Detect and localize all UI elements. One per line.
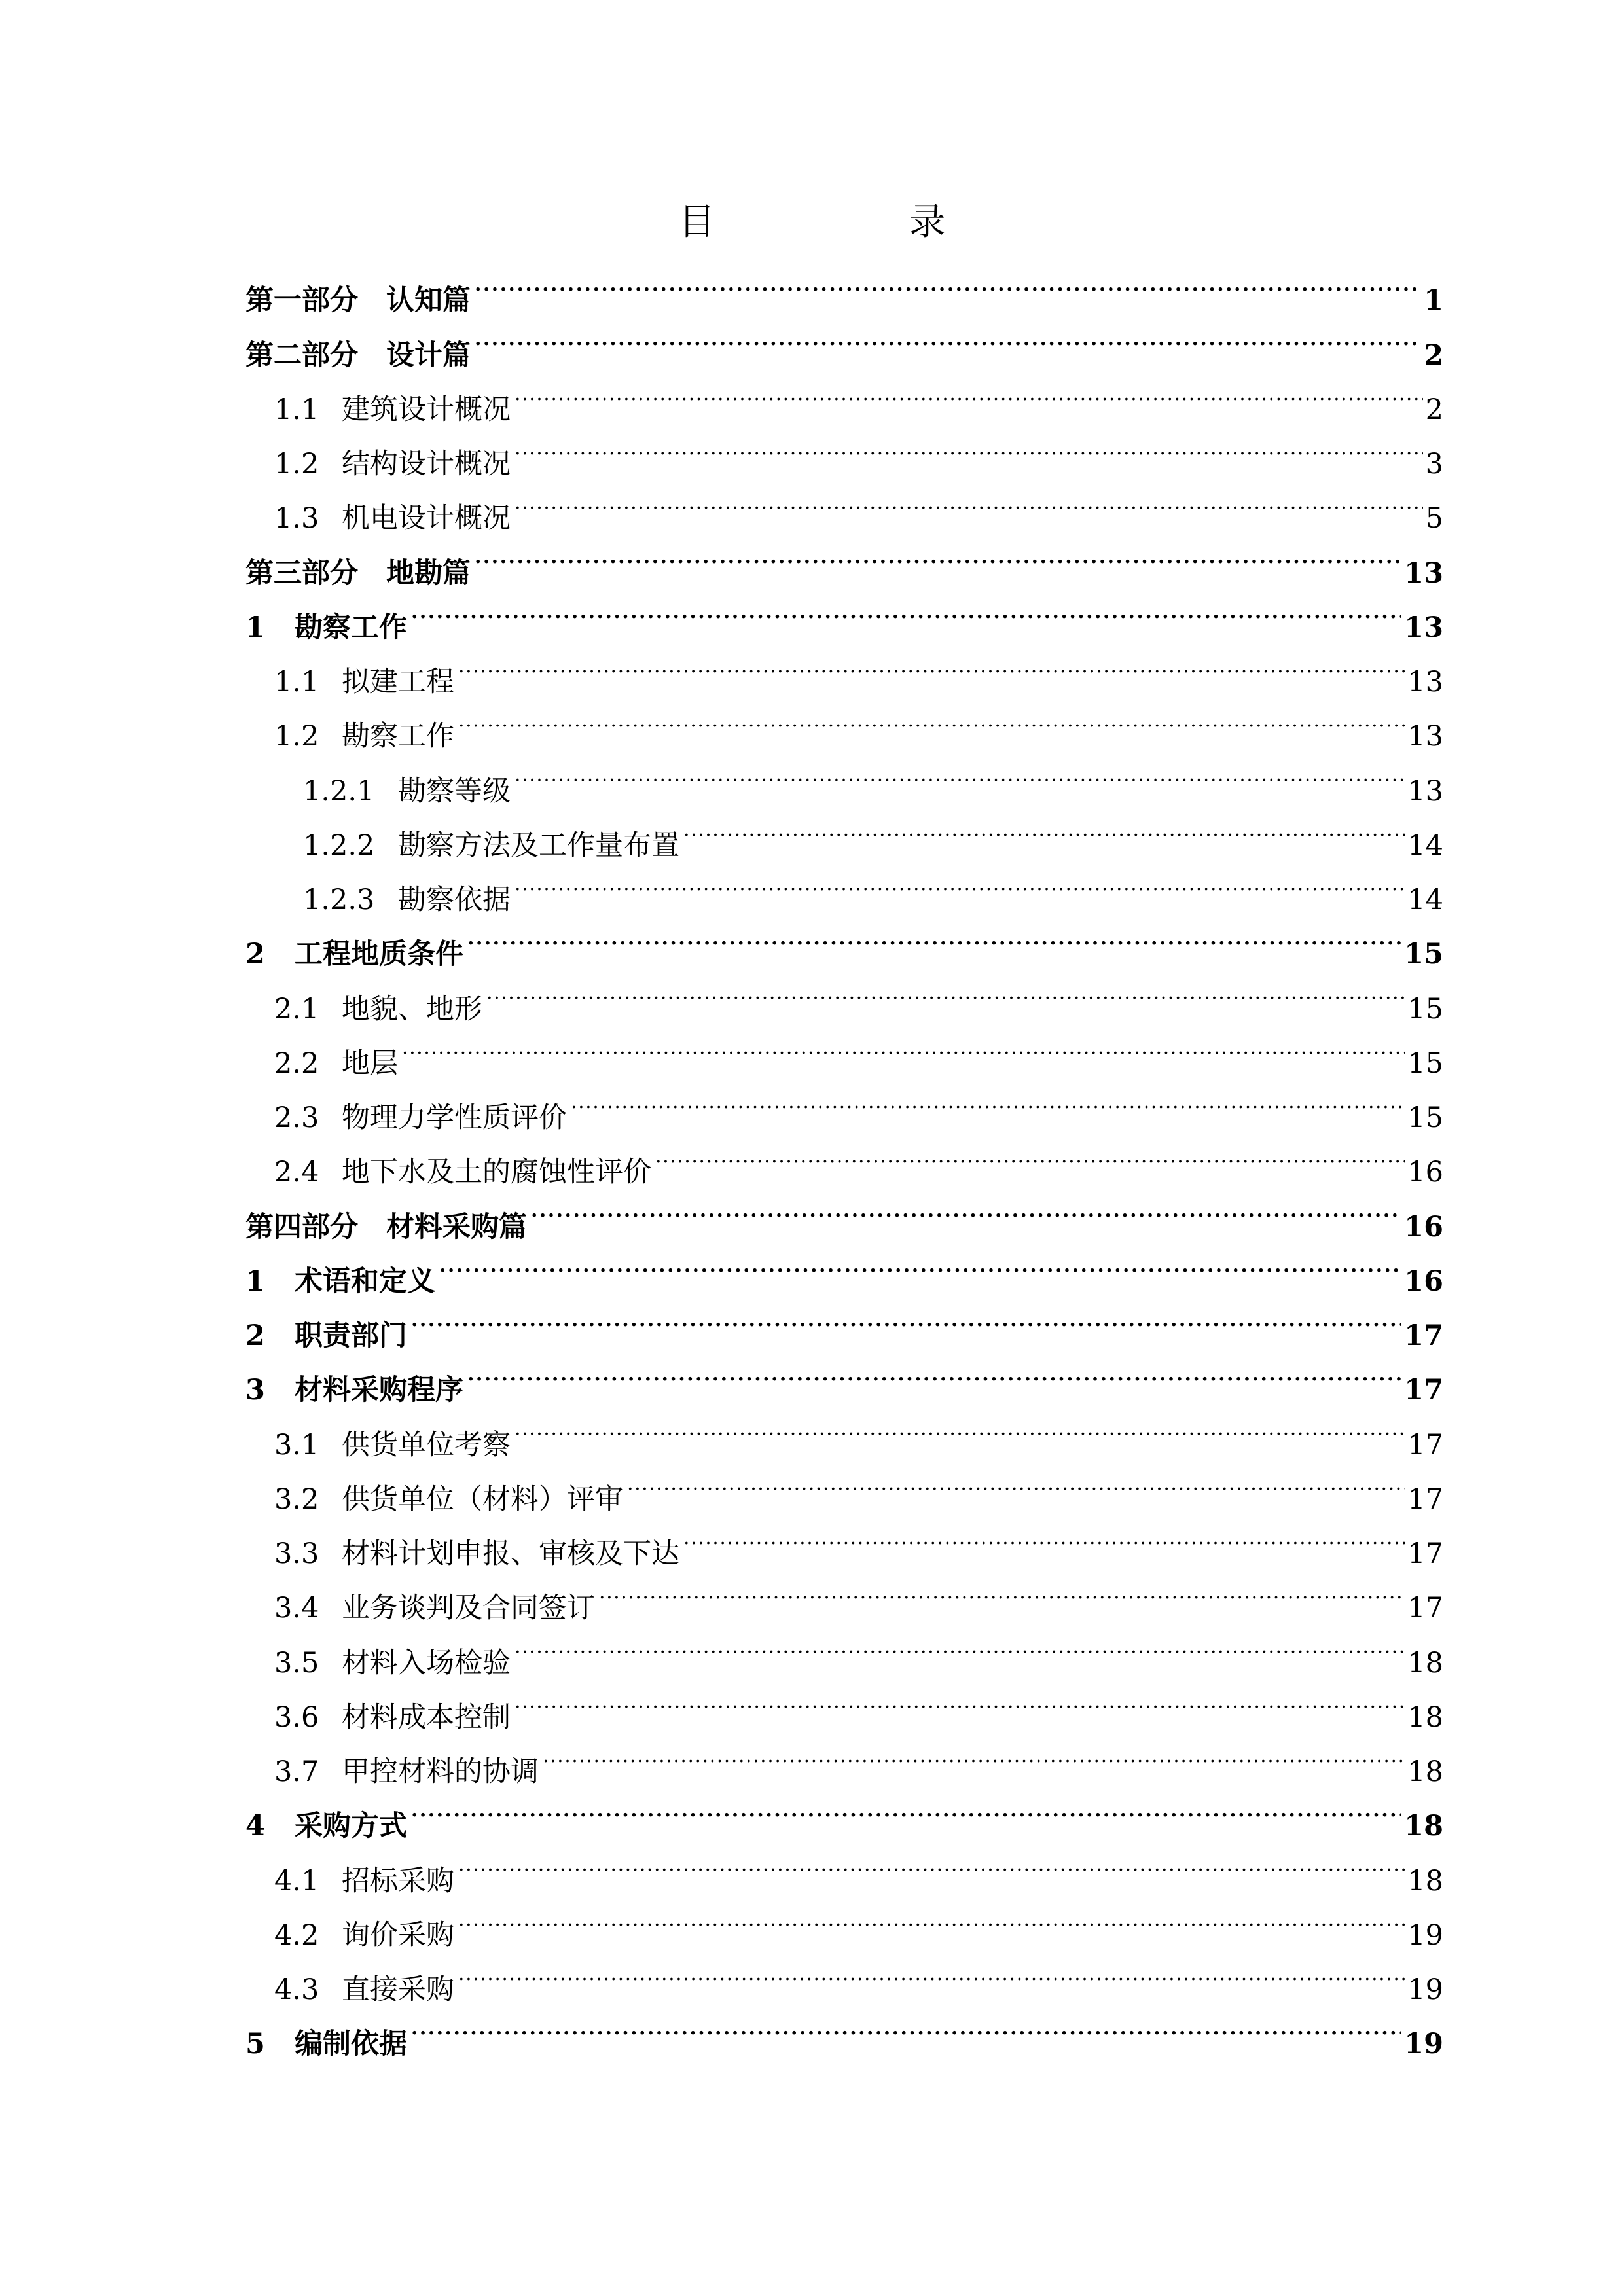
toc-entry-title: 勘察工作 [295, 611, 407, 644]
dot-leader [571, 1073, 1405, 1127]
dot-leader [655, 1127, 1405, 1181]
toc-entry[interactable] [245, 1073, 1443, 1134]
toc-entry-number: 2.2 [274, 1047, 319, 1080]
toc-entry-number: 1.2 [274, 448, 319, 480]
toc-entry[interactable] [245, 1018, 1443, 1080]
toc-entry-title: 勘察方法及工作量布置 [398, 829, 679, 862]
toc-entry-title: 勘察等级 [398, 774, 511, 808]
toc-entry-number: 2.1 [274, 992, 319, 1026]
toc-entry-title: 机电设计概况 [342, 502, 511, 535]
toc-entry-page-number: 17 [1407, 1592, 1443, 1625]
toc-entry-page-number: 13 [1404, 556, 1443, 590]
toc-entry[interactable] [245, 255, 1443, 317]
toc-entry-page-number: 18 [1407, 1700, 1443, 1734]
toc-entry-title: 术语和定义 [295, 1265, 435, 1298]
toc-entry-number: 1 [245, 611, 265, 644]
toc-entry-number: 4 [245, 1810, 265, 1843]
dot-leader [514, 473, 1423, 528]
toc-entry-page-number: 17 [1404, 1319, 1443, 1352]
toc-entry-title: 业务谈判及合同签订 [342, 1592, 595, 1625]
toc-entry-title: 材料采购程序 [295, 1374, 463, 1407]
toc-entry-page-number: 16 [1404, 1265, 1443, 1298]
dot-leader [531, 1181, 1401, 1236]
toc-entry-title: 材料入场检验 [342, 1646, 511, 1679]
toc-entry-title: 第三部分 地勘篇 [245, 556, 471, 590]
toc-entry-number: 2.3 [274, 1102, 319, 1134]
toc-entry-number: 1.3 [274, 502, 319, 535]
toc-entry[interactable] [245, 1345, 1443, 1407]
toc-entry-number: 1.2.2 [303, 829, 375, 862]
toc-entry-number: 3 [245, 1374, 265, 1407]
dot-leader [467, 1345, 1401, 1399]
toc-entry[interactable] [245, 637, 1443, 698]
toc-entry-title: 工程地质条件 [295, 938, 463, 971]
toc-entry-number: 1.1 [274, 666, 319, 698]
toc-entry-number: 2 [245, 938, 265, 971]
toc-entry-title: 职责部门 [295, 1319, 407, 1352]
dot-leader [411, 1781, 1401, 1835]
dot-leader [543, 1727, 1405, 1781]
toc-entry-number: 4.2 [274, 1918, 319, 1952]
toc-entry-page-number: 17 [1407, 1537, 1443, 1570]
dot-leader [683, 1509, 1405, 1563]
toc-entry-page-number: 2 [1424, 338, 1443, 372]
toc-entry-title: 材料成本控制 [342, 1700, 511, 1734]
dot-leader [475, 310, 1421, 364]
dot-leader [475, 255, 1421, 310]
toc-entry-number: 3.6 [274, 1700, 319, 1734]
toc-entry-page-number: 3 [1425, 448, 1443, 480]
toc-entry-page-number: 18 [1407, 1646, 1443, 1679]
dot-leader [458, 1945, 1405, 1999]
dot-leader [627, 1454, 1405, 1509]
toc-entry-number: 3.2 [274, 1482, 319, 1516]
toc-entry-number: 4.3 [274, 1973, 319, 2006]
dot-leader [411, 1291, 1401, 1345]
toc-entry-title: 编制依据 [295, 2028, 407, 2061]
toc-entry-page-number: 18 [1407, 1864, 1443, 1897]
toc-entry-page-number: 15 [1404, 938, 1443, 971]
toc-entry-page-number: 19 [1404, 2028, 1443, 2061]
toc-entry-title: 招标采购 [342, 1864, 454, 1897]
toc-entry-number: 4.1 [274, 1864, 319, 1897]
toc-entry-page-number: 19 [1407, 1973, 1443, 2006]
toc-entry-title: 物理力学性质评价 [342, 1102, 567, 1134]
toc-entry-page-number: 16 [1407, 1156, 1443, 1189]
toc-entry-number: 1.2.3 [303, 884, 375, 916]
dot-leader [514, 419, 1423, 473]
toc-entry-page-number: 19 [1407, 1918, 1443, 1952]
dot-leader [411, 583, 1401, 637]
toc-entry-page-number: 5 [1425, 502, 1443, 535]
toc-entry-page-number: 15 [1407, 992, 1443, 1026]
dot-leader [514, 855, 1405, 909]
toc-entry-number: 3.3 [274, 1537, 319, 1570]
toc-entry-page-number: 1 [1424, 284, 1443, 317]
toc-entry-page-number: 14 [1407, 829, 1443, 862]
dot-leader [458, 637, 1405, 691]
dot-leader [486, 963, 1405, 1018]
page-title: 目 录 [678, 201, 1024, 243]
toc-entry[interactable] [245, 1999, 1443, 2061]
toc-entry-page-number: 17 [1407, 1482, 1443, 1516]
toc-entry-page-number: 2 [1425, 393, 1443, 426]
toc-entry-title: 地层 [342, 1047, 398, 1080]
toc-entry-title: 甲控材料的协调 [342, 1755, 539, 1788]
dot-leader [411, 1999, 1401, 2053]
dot-leader [467, 909, 1401, 963]
toc-entry-title: 第二部分 设计篇 [245, 338, 471, 372]
dot-leader [439, 1236, 1401, 1291]
table-of-contents [245, 255, 1443, 2061]
dot-leader [458, 1835, 1405, 1890]
toc-entry[interactable] [245, 1781, 1443, 1843]
toc-entry-title: 材料计划申报、审核及下达 [342, 1537, 679, 1570]
toc-entry-title: 第四部分 材料采购篇 [245, 1210, 527, 1244]
toc-entry-page-number: 18 [1407, 1755, 1443, 1788]
toc-entry-number: 3.4 [274, 1592, 319, 1625]
dot-leader [514, 1399, 1405, 1454]
toc-entry-title: 询价采购 [342, 1918, 454, 1952]
dot-leader [683, 800, 1405, 855]
dot-leader [514, 365, 1423, 419]
dot-leader [514, 745, 1405, 800]
toc-entry-page-number: 15 [1407, 1047, 1443, 1080]
toc-entry-title: 勘察工作 [342, 720, 454, 753]
dot-leader [458, 691, 1405, 745]
toc-entry-title: 第一部分 认知篇 [245, 284, 471, 317]
toc-entry-title: 结构设计概况 [342, 448, 511, 480]
toc-entry-number: 2 [245, 1319, 265, 1352]
toc-entry-page-number: 16 [1404, 1210, 1443, 1244]
toc-entry-page-number: 13 [1407, 774, 1443, 808]
toc-entry-number: 1 [245, 1265, 265, 1298]
toc-entry-number: 3.5 [274, 1646, 319, 1679]
toc-entry-number: 3.1 [274, 1428, 319, 1462]
toc-entry-title: 直接采购 [342, 1973, 454, 2006]
toc-entry-number: 2.4 [274, 1156, 319, 1189]
toc-entry-title: 采购方式 [295, 1810, 407, 1843]
toc-entry-page-number: 17 [1407, 1428, 1443, 1462]
dot-leader [514, 1672, 1405, 1727]
toc-entry-page-number: 13 [1404, 611, 1443, 644]
toc-entry-page-number: 18 [1404, 1810, 1443, 1843]
toc-entry-title: 建筑设计概况 [342, 393, 511, 426]
toc-entry-title: 地貌、地形 [342, 992, 482, 1026]
dot-leader [458, 1890, 1405, 1945]
toc-entry-title: 拟建工程 [342, 666, 454, 698]
toc-entry-number: 1.2 [274, 720, 319, 753]
toc-entry-number: 1.1 [274, 393, 319, 426]
dot-leader [475, 528, 1401, 582]
dot-leader [402, 1018, 1405, 1073]
toc-entry-title: 供货单位（材料）评审 [342, 1482, 623, 1516]
toc-entry[interactable] [245, 1835, 1443, 1897]
toc-entry-title: 供货单位考察 [342, 1428, 511, 1462]
toc-entry[interactable] [245, 583, 1443, 644]
toc-entry-number: 3.7 [274, 1755, 319, 1788]
dot-leader [514, 1617, 1405, 1672]
toc-entry[interactable] [245, 1291, 1443, 1352]
toc-entry-number: 5 [245, 2028, 265, 2061]
toc-entry-page-number: 13 [1407, 720, 1443, 753]
dot-leader [599, 1563, 1405, 1617]
toc-entry-title: 勘察依据 [398, 884, 511, 916]
toc-entry-title: 地下水及土的腐蚀性评价 [342, 1156, 651, 1189]
toc-entry-page-number: 13 [1407, 666, 1443, 698]
toc-entry-number: 1.2.1 [303, 774, 375, 808]
toc-entry-page-number: 14 [1407, 884, 1443, 916]
toc-entry-page-number: 15 [1407, 1102, 1443, 1134]
toc-entry-page-number: 17 [1404, 1374, 1443, 1407]
